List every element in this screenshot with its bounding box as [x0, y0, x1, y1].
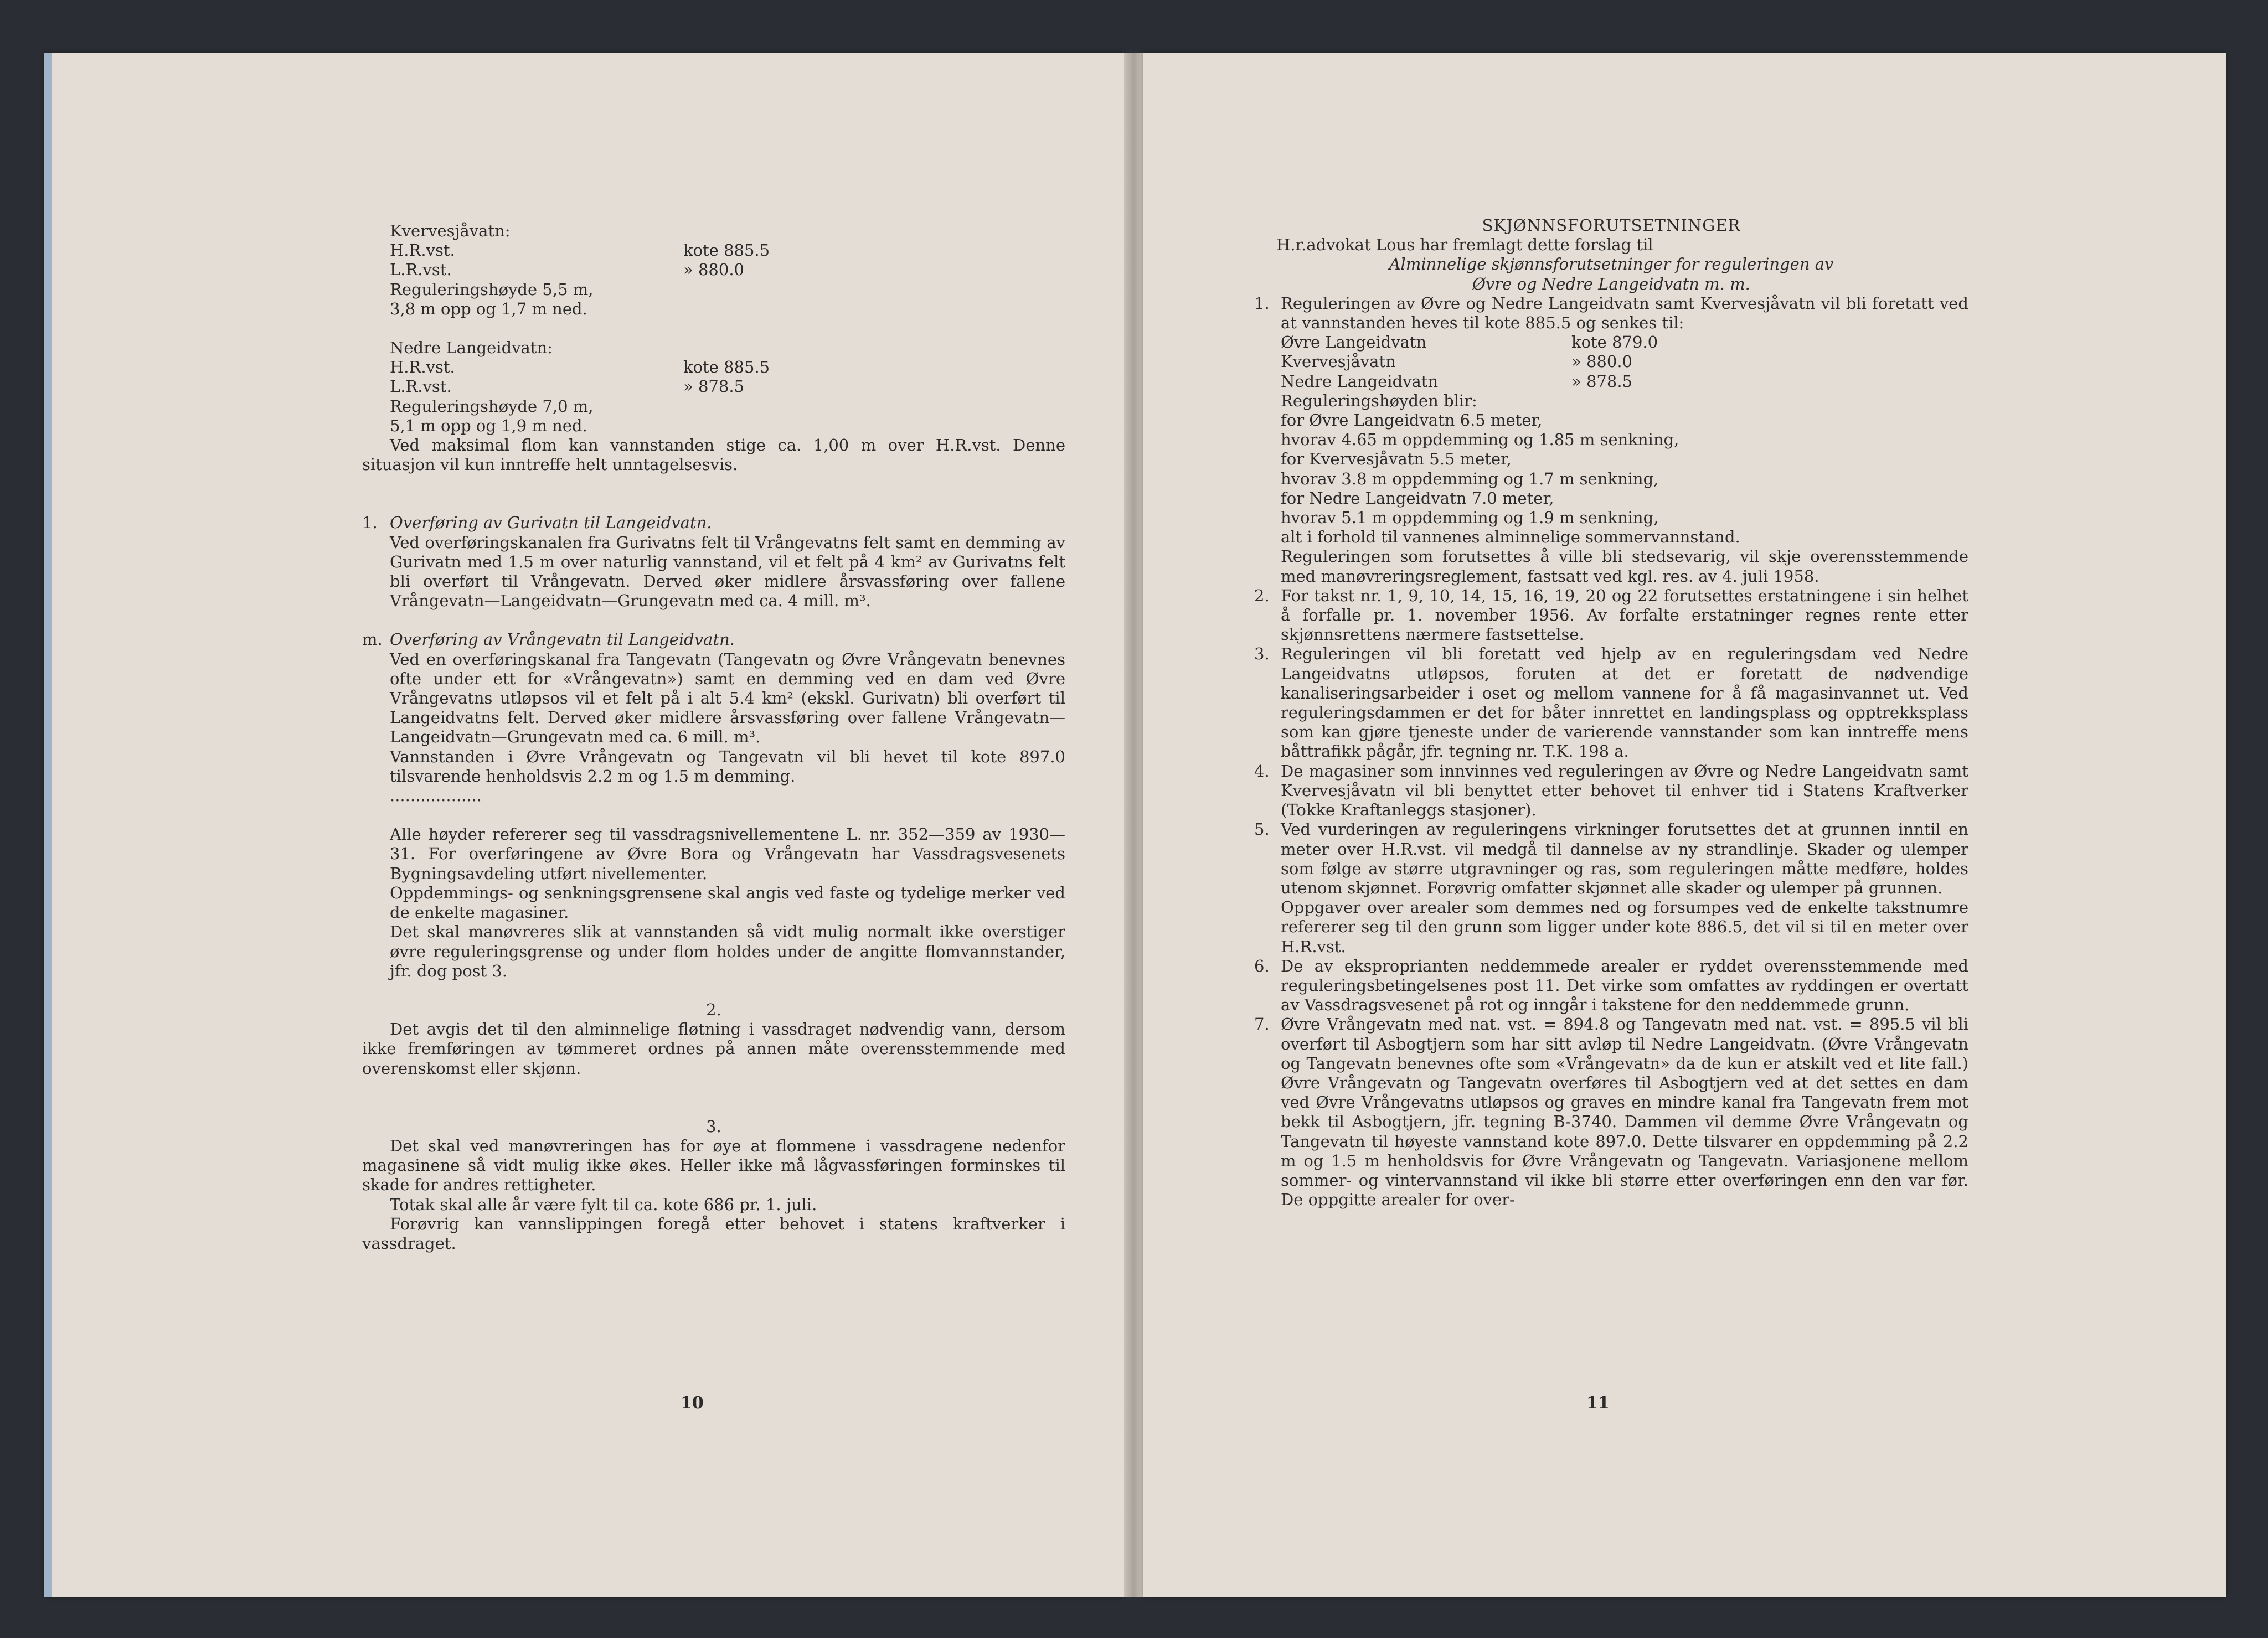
item-2: 2. For takst nr. 1, 9, 10, 14, 15, 16, 19, 20 og 22 forutsettes erstatningene i sin helhet å forfalle pr. 1. november 1956. Av forfalte erstatninger regnes rente etter skjønnsrettens nærmere fastsettelse. [1254, 586, 1968, 644]
right-page-text [1254, 216, 1968, 1210]
section-l: 1. Overføring av Gurivatn til Langeidvatn. Ved overføringskanalen fra Gurivatns felt til Vrångevatns felt samt en demming av Gurivatn med 1.5 m over naturlig vannstand, vil et felt på 4 km² av Gurivatns felt bli overført til Vrångevatn. Derved øker midlere årsvassføring over fallene Vrångevatn—Langeidvatn—Grungevatn med ca. 4 mill. m³. [362, 513, 1065, 611]
para-3a: Det skal ved manøvreringen has for øye at flommene i vassdragene nedenfor magasinene så vidt mulig ikke økes. Heller ikke må lågvassføringen forminskes til skade for andres rettigheter. [362, 1136, 1065, 1195]
page-heading: SKJØNNSFORUTSETNINGER [1482, 216, 1741, 235]
para-3b: Totak skal alle år være fylt til ca. kote 686 pr. 1. juli. [390, 1195, 817, 1214]
hoyder-block: Alle høyder refererer seg til vassdragsnivellementene L. nr. 352—359 av 1930—31. For overføringene av Øvre Bora og Vrångevatn har Vassdragsvesenets Bygningsavdeling utført nivellementer. Oppdemmings- og senkningsgrensene skal angis ved faste og tydelige merker ved de enkelte magasiner. Det skal manøvreres slik at vannstanden så vidt mulig normalt ikke overstiger øvre reguleringsgrense og under flom holdes under de angitte flomvannstander, jfr. dog post 3. [390, 825, 1065, 980]
item-3: 3. Reguleringen vil bli foretatt ved hjelp av en reguleringsdam ved Nedre Langeidvatns utløpsos, foruten at det er foretatt de nødvendige kanaliseringsarbeider i oset og mellom vannene for å få magasinvannet ut. Ved reguleringsdammen er det for båter innrettet en landingsplass og opptrekksplass som kan gjøre tjeneste under de varierende vannstander som kan inntreffe mens båttrafikk pågår, jfr. tegning nr. T.K. 198 a. [1254, 644, 1968, 761]
book-gutter [1124, 53, 1143, 1597]
item-1: 1. Reguleringen av Øvre og Nedre Langeidvatn samt Kvervesjåvatn vil bli foretatt ved at vannstanden heves til kote 885.5 og senkes til: Øvre Langeidvatn kote 879.0 Kvervesjåvatn » 880.0 Nedre Langeidvatn » 878.5 Reguleringshøyden blir: for Øvre Langeidvatn 6.5 meter, hvorav 4.65 m oppdemming og 1.85 m senkning, for Kvervesjåvatn 5.5 meter, hvorav 3.8 m oppdemming og 1.7 m senkning, for Nedre Langeidvatn 7.0 meter, hvorav 5.1 m oppdemming og 1.9 m senkning, alt i forhold til vannenes alminnelige sommervannstand. Reguleringen som forutsettes å ville bli stedsevarig, vil skje overensstemmende med manøvreringsreglement, fastsatt ved kgl. res. av 4. juli 1958. [1254, 293, 1968, 586]
para-3-number: 3. [706, 1117, 721, 1136]
section-m: m. Overføring av Vrångevatn til Langeidvatn. Ved en overføringskanal fra Tangevatn (Tangevatn og Øvre Vrångevatn benevnes ofte under ett for «Vrångevatn») samt en demming ved en dam ved Øvre Vrångevatns utløpsos vil et felt på i alt 5.4 km² (ekskl. Gurivatn) bli overført til Langeidvatns felt. Derved øker midlere årsvassføring over fallene Vrångevatn—Langeidvatn—Grungevatn med ca. 6 mill. m³. Vannstanden i Øvre Vrångevatn og Tangevatn vil bli hevet til kote 897.0 tilsvarende henholdsvis 2.2 m og 1.5 m demming. .................. [362, 630, 1065, 805]
page-number-right: 11 [1586, 1393, 1610, 1413]
intro-line: H.r.advokat Lous har fremlagt dette forslag til [1276, 235, 1653, 255]
subtitle-line-1: Alminnelige skjønnsforutsetninger for reguleringen av [1389, 255, 1834, 274]
item-4: 4. De magasiner som innvinnes ved reguleringen av Øvre og Nedre Langeidvatn samt Kvervesjåvatn vil bli benyttet etter behovet til enhver tid i Statens Kraftverker (Tokke Kraftanleggs stasjoner). [1254, 761, 1968, 820]
dots-separator: .................. [390, 786, 482, 805]
kvervesjavatn-block: Kvervesjåvatn: H.R.vst. kote 885.5 L.R.vst. » 880.0 Reguleringshøyde 5,5 m, 3,8 m opp og 1,7 m ned. [390, 221, 770, 318]
item-5: 5. Ved vurderingen av reguleringens virkninger forutsettes det at grunnen inntil en meter over H.R.vst. vil medgå til dannelse av ny strandlinje. Skader og ulemper som følge av større utgravninger og ras, som reguleringen måtte medføre, holdes utenom skjønnet. Forøvrig omfatter skjønnet alle skader og ulemper på grunnen. Oppgaver over arealer som demmes ned og forsumpes ved de enkelte takstnumre refererer seg til den grunn som ligger under kote 886.5, det vil si til en meter over H.R.vst. [1254, 820, 1968, 956]
left-page-text [362, 221, 1065, 1253]
item-7: 7. Øvre Vrångevatn med nat. vst. = 894.8 og Tangevatn med nat. vst. = 895.5 vil bli overført til Asbogtjern som har sitt avløp til Nedre Langeidvatn. (Øvre Vrångevatn og Tangevatn benevnes ofte som «Vrångevatn» da de kun er atskilt ved et lite fall.) Øvre Vrångevatn og Tangevatn overføres til Asbogtjern ved at det settes en dam ved Øvre Vrångevatns utløpsos og graves en mindre kanal fra Tangevatn frem mot bekk til Asbogtjern, jfr. tegning B-3740. Dammen vil demme Øvre Vrångevatn og Tangevatn til høyeste vannstand kote 897.0. Dette tilsvarer en oppdemming på 2.2 m og 1.5 m henholdsvis for Øvre Vrångevatn og Tangevatn. Variasjonene mellom sommer- og vintervannstand vil ikke bli større etter overføringen enn den var før. De oppgitte arealer for over- [1254, 1015, 1968, 1210]
subtitle-line-2: Øvre og Nedre Langeidvatn m. m. [1472, 274, 1750, 293]
para-3c: Forøvrig kan vannslippingen foregå etter behovet i statens kraftverker i vassdraget. [362, 1214, 1065, 1253]
section-m-title: Overføring av Vrångevatn til Langeidvatn. [390, 630, 735, 649]
para-2: Det avgis det til den alminnelige fløtning i vassdraget nødvendig vann, dersom ikke fremføringen av tømmeret ordnes på annen måte overensstemmende med overenskomst eller skjønn. [362, 1020, 1065, 1078]
book-spread [44, 53, 2226, 1603]
left-page [44, 53, 1124, 1597]
flom-paragraph: Ved maksimal flom kan vannstanden stige ca. 1,00 m over H.R.vst. Denne situasjon vil kun inntreffe helt unntagelsesvis. [362, 436, 1065, 474]
nedre-langeidvatn-block: Nedre Langeidvatn: H.R.vst. kote 885.5 L.R.vst. » 878.5 Reguleringshøyde 7,0 m, 5,1 m opp og 1,9 m ned. [390, 338, 770, 435]
right-page [1143, 53, 2226, 1597]
page-number-left: 10 [681, 1393, 704, 1413]
section-l-title: Overføring av Gurivatn til Langeidvatn. [390, 513, 712, 533]
item-6: 6. De av eksproprianten neddemmede arealer er ryddet overensstemmende med reguleringsbetingelsenes post 11. Det virke som omfattes av ryddingen er overtatt av Vassdragsvesenet på rot og inngår i takstene for den neddemmede grunn. [1254, 956, 1968, 1015]
para-2-number: 2. [706, 1000, 721, 1019]
